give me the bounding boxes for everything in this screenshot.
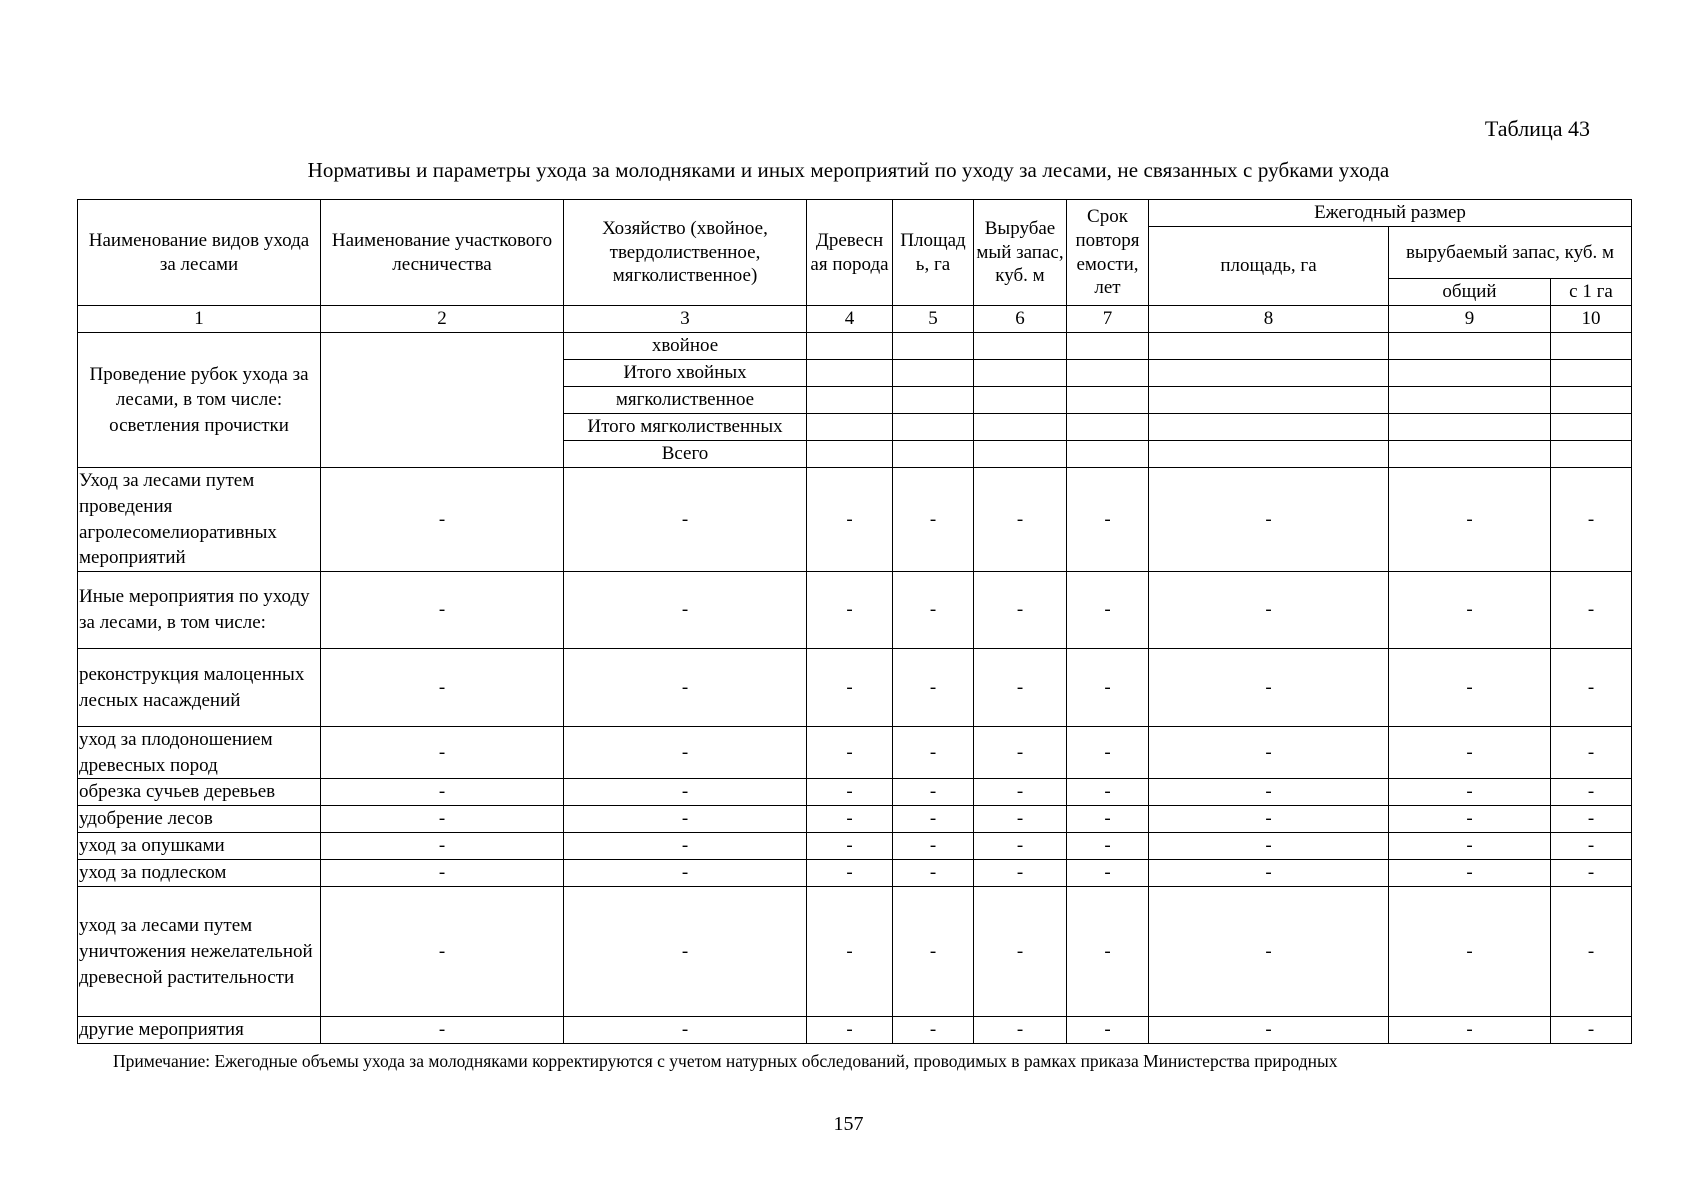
- value-cell: -: [893, 649, 974, 727]
- value-cell: -: [1067, 468, 1149, 572]
- activity-name: уход за лесами путем уничтожения нежелательной древесной растительности: [78, 887, 321, 1017]
- table-row: [78, 806, 1632, 833]
- value-cell: -: [1389, 806, 1551, 833]
- col-number: 9: [1389, 306, 1551, 333]
- footnote: Примечание: Ежегодные объемы ухода за молодняками корректируются с учетом натурных обследований, проводимых в рамках приказа Министерства природных: [113, 1051, 1338, 1071]
- value-cell: -: [974, 572, 1067, 649]
- value-cell: -: [321, 806, 564, 833]
- value-cell: -: [1551, 468, 1632, 572]
- value-cell: -: [1551, 1017, 1632, 1044]
- farm-type-cell: Итого мягколиственных: [564, 414, 807, 441]
- col-number: 2: [321, 306, 564, 333]
- value-cell: -: [1551, 572, 1632, 649]
- value-cell: -: [974, 887, 1067, 1017]
- activity-name: уход за подлеском: [78, 860, 321, 887]
- farm-type-cell: Всего: [564, 441, 807, 468]
- value-cell: -: [807, 727, 893, 779]
- group-district-cell: [321, 333, 564, 468]
- value-cell: -: [1149, 806, 1389, 833]
- value-cell: -: [1551, 649, 1632, 727]
- value-cell: -: [1551, 727, 1632, 779]
- value-cell: -: [564, 727, 807, 779]
- value-cell: -: [1389, 779, 1551, 806]
- value-cell: -: [321, 887, 564, 1017]
- value-cell: -: [974, 727, 1067, 779]
- value-cell: -: [893, 887, 974, 1017]
- activity-name: реконструкция малоценных лесных насаждений: [78, 649, 321, 727]
- value-cell: -: [1389, 468, 1551, 572]
- value-cell: -: [807, 1017, 893, 1044]
- value-cell: -: [564, 860, 807, 887]
- value-cell: -: [893, 860, 974, 887]
- value-cell: -: [807, 860, 893, 887]
- header-annual-area: площадь, га: [1149, 227, 1389, 306]
- value-cell: -: [1149, 779, 1389, 806]
- value-cell: -: [1149, 860, 1389, 887]
- value-cell: -: [1067, 806, 1149, 833]
- value-cell: -: [893, 779, 974, 806]
- value-cell: -: [1149, 833, 1389, 860]
- value-cell: -: [1067, 1017, 1149, 1044]
- table-row: [78, 727, 1632, 779]
- header-area: Площад ь, га: [893, 200, 974, 306]
- column-number-row: [78, 306, 1632, 333]
- value-cell: -: [321, 572, 564, 649]
- value-cell: -: [1067, 649, 1149, 727]
- value-cell: -: [1067, 887, 1149, 1017]
- value-cell: -: [1149, 468, 1389, 572]
- activity-name: уход за опушками: [78, 833, 321, 860]
- col-number: 8: [1149, 306, 1389, 333]
- activity-name: обрезка сучьев деревьев: [78, 779, 321, 806]
- value-cell: -: [893, 727, 974, 779]
- col-number: 6: [974, 306, 1067, 333]
- table-row: [78, 860, 1632, 887]
- table-row: [78, 1017, 1632, 1044]
- value-cell: -: [321, 727, 564, 779]
- value-cell: -: [1389, 887, 1551, 1017]
- value-cell: -: [1067, 727, 1149, 779]
- table-title: Нормативы и параметры ухода за молодняками и иных мероприятий по уходу за лесами, не связанных с рубками ухода: [307, 158, 1390, 182]
- table-row: [78, 779, 1632, 806]
- value-cell: -: [1067, 572, 1149, 649]
- value-cell: -: [893, 833, 974, 860]
- value-cell: -: [564, 806, 807, 833]
- value-cell: -: [321, 833, 564, 860]
- group-activity-name: Проведение рубок ухода за лесами, в том числе: осветления прочистки: [78, 333, 321, 468]
- value-cell: -: [807, 833, 893, 860]
- activity-name: уход за плодоношением древесных пород: [78, 727, 321, 779]
- header-activity: Наименование видов ухода за лесами: [78, 200, 321, 306]
- value-cell: -: [974, 1017, 1067, 1044]
- value-cell: -: [807, 806, 893, 833]
- col-number: 4: [807, 306, 893, 333]
- activity-name: удобрение лесов: [78, 806, 321, 833]
- header-per-hectare: с 1 га: [1551, 279, 1632, 306]
- col-number: 1: [78, 306, 321, 333]
- value-cell: -: [1149, 727, 1389, 779]
- value-cell: -: [807, 649, 893, 727]
- activity-name: другие мероприятия: [78, 1017, 321, 1044]
- header-district: Наименование участкового лесничества: [321, 200, 564, 306]
- farm-type-cell: мягколиственное: [564, 387, 807, 414]
- value-cell: -: [893, 468, 974, 572]
- value-cell: -: [1551, 806, 1632, 833]
- value-cell: -: [807, 468, 893, 572]
- value-cell: -: [893, 806, 974, 833]
- value-cell: -: [1149, 649, 1389, 727]
- col-number: 3: [564, 306, 807, 333]
- value-cell: -: [321, 649, 564, 727]
- value-cell: -: [321, 779, 564, 806]
- farm-type-cell: Итого хвойных: [564, 360, 807, 387]
- header-annual-felled-stock: вырубаемый запас, куб. м: [1389, 227, 1632, 279]
- value-cell: -: [974, 806, 1067, 833]
- activity-name: Иные мероприятия по уходу за лесами, в том числе:: [78, 572, 321, 649]
- header-repeat-period: Срок повторя емости, лет: [1067, 200, 1149, 306]
- value-cell: -: [1067, 860, 1149, 887]
- col-number: 10: [1551, 306, 1632, 333]
- value-cell: -: [1551, 779, 1632, 806]
- value-cell: -: [564, 468, 807, 572]
- value-cell: -: [974, 779, 1067, 806]
- farm-type-cell: хвойное: [564, 333, 807, 360]
- value-cell: -: [974, 860, 1067, 887]
- value-cell: -: [974, 649, 1067, 727]
- col-number: 5: [893, 306, 974, 333]
- header-felled-stock: Вырубае мый запас, куб. м: [974, 200, 1067, 306]
- value-cell: -: [974, 468, 1067, 572]
- value-cell: -: [1551, 887, 1632, 1017]
- value-cell: -: [807, 572, 893, 649]
- table-row: [78, 468, 1632, 572]
- table-row: [78, 887, 1632, 1017]
- norms-table: [77, 199, 1632, 1044]
- activities-body: [78, 468, 1632, 1044]
- value-cell: -: [1551, 833, 1632, 860]
- value-cell: -: [1389, 1017, 1551, 1044]
- value-cell: -: [807, 779, 893, 806]
- value-cell: -: [564, 572, 807, 649]
- value-cell: -: [807, 887, 893, 1017]
- page-number: 157: [833, 1113, 864, 1135]
- value-cell: -: [1389, 572, 1551, 649]
- value-cell: -: [1149, 572, 1389, 649]
- value-cell: -: [1389, 860, 1551, 887]
- header-annual-size: Ежегодный размер: [1149, 200, 1632, 227]
- header-farm-type: Хозяйство (хвойное, твердолиственное, мягколиственное): [564, 200, 807, 306]
- value-cell: -: [1067, 833, 1149, 860]
- col-number: 7: [1067, 306, 1149, 333]
- header-species: Древесн ая порода: [807, 200, 893, 306]
- table-row: [78, 572, 1632, 649]
- value-cell: -: [1149, 887, 1389, 1017]
- value-cell: -: [893, 1017, 974, 1044]
- value-cell: -: [1551, 860, 1632, 887]
- table-row: [78, 649, 1632, 727]
- value-cell: -: [564, 833, 807, 860]
- value-cell: -: [564, 649, 807, 727]
- value-cell: -: [321, 1017, 564, 1044]
- table-number: Таблица 43: [1484, 116, 1590, 141]
- value-cell: -: [974, 833, 1067, 860]
- header-total: общий: [1389, 279, 1551, 306]
- value-cell: -: [1067, 779, 1149, 806]
- value-cell: -: [893, 572, 974, 649]
- value-cell: -: [1389, 833, 1551, 860]
- activity-name: Уход за лесами путем проведения агролесомелиоративных мероприятий: [78, 468, 321, 572]
- value-cell: -: [1149, 1017, 1389, 1044]
- value-cell: -: [1389, 727, 1551, 779]
- value-cell: -: [564, 1017, 807, 1044]
- value-cell: -: [321, 468, 564, 572]
- table-row: [78, 833, 1632, 860]
- value-cell: -: [564, 887, 807, 1017]
- value-cell: -: [321, 860, 564, 887]
- value-cell: -: [564, 779, 807, 806]
- value-cell: -: [1389, 649, 1551, 727]
